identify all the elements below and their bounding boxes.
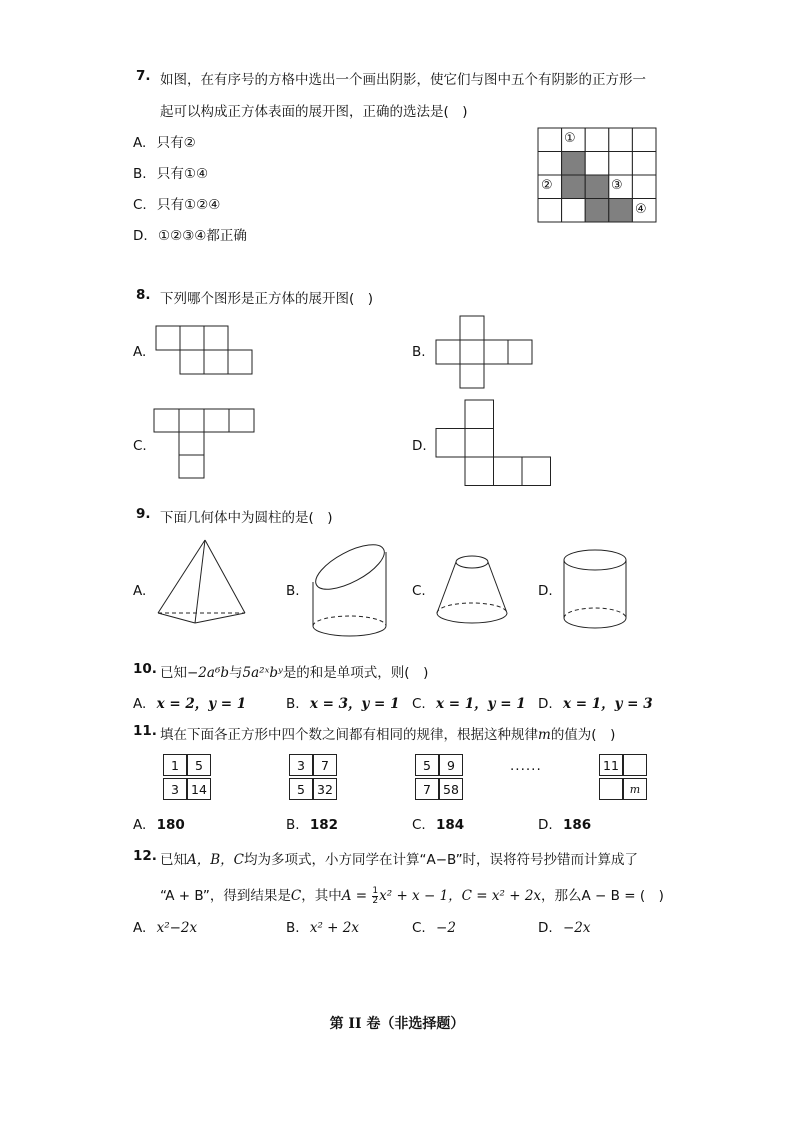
q11-stem-post: 的值为( ) xyxy=(550,727,616,743)
q12-option-c-text: −2 xyxy=(436,920,456,936)
q12-option-d-text: −2x xyxy=(562,920,591,936)
q7-mark-4: ④ xyxy=(635,202,647,217)
q12-fraction xyxy=(372,887,378,906)
q7-option-d-text: ①②③④都正确 xyxy=(157,228,247,244)
q12-option-b-text: x² + 2x xyxy=(309,920,359,936)
q12-option-b[interactable] xyxy=(286,920,359,936)
q7-option-a-label: A. xyxy=(133,135,147,151)
section-title: 第 II 卷（非选择题） xyxy=(329,1016,465,1032)
q8-number: 8. xyxy=(136,287,151,303)
q7-number: 7. xyxy=(136,68,151,84)
q11-sq3-tl: 5 xyxy=(415,754,439,776)
q10-option-c[interactable] xyxy=(412,692,526,712)
q7-mark-1: ① xyxy=(564,131,576,146)
q11-stem-pre: 填在下面各正方形中四个数之间都有相同的规律，根据这种规律 xyxy=(160,727,538,743)
q8-option-b-label[interactable]: B. xyxy=(412,344,426,360)
q9-stem: 下面几何体中为圆柱的是( ) xyxy=(160,510,333,526)
q12-option-a[interactable] xyxy=(133,920,197,936)
q12-number: 12. xyxy=(133,848,157,864)
q11-sq3-br: 58 xyxy=(439,778,463,800)
q10-stem-mid: 与 xyxy=(229,665,243,681)
q9-option-d-cylinder[interactable] xyxy=(562,546,632,634)
q8-option-b-figure[interactable] xyxy=(436,316,536,390)
q7-option-c-text: 只有①②④ xyxy=(157,197,221,213)
q11-option-c-text: 184 xyxy=(436,817,465,833)
q11-option-a[interactable] xyxy=(133,817,185,833)
q11-option-c-label: C. xyxy=(412,817,426,833)
q8-option-c-figure[interactable] xyxy=(154,409,256,479)
q10-option-a-label: A. xyxy=(133,696,147,712)
q11-stem xyxy=(160,723,615,743)
q11-sq1-br: 14 xyxy=(187,778,211,800)
q11-sq2-tl: 3 xyxy=(289,754,313,776)
q10-stem-post: 是的和是单项式，则( ) xyxy=(282,665,429,681)
q12-line1-pre: 已知 xyxy=(160,852,187,868)
q7-option-b[interactable] xyxy=(133,162,208,182)
q12-line1 xyxy=(160,848,638,868)
q8-option-a-figure[interactable] xyxy=(156,326,256,376)
q12-frac-den: 2 xyxy=(372,895,379,906)
q11-sq2-br: 32 xyxy=(313,778,337,800)
q11-option-d-label: D. xyxy=(538,817,553,833)
q10-option-d[interactable] xyxy=(538,692,653,712)
q11-option-a-text: 180 xyxy=(156,817,185,833)
q12-eq-c: ，C = x² + 2x xyxy=(448,888,542,904)
q12-line2-end: ，那么A − B = ( ) xyxy=(541,888,664,904)
q10-option-b-text: x = 3，y = 1 xyxy=(309,696,400,712)
q11-option-b[interactable] xyxy=(286,817,338,833)
q11-option-c[interactable] xyxy=(412,817,464,833)
q7-option-c-label: C. xyxy=(133,197,147,213)
q10-option-a[interactable] xyxy=(133,692,246,712)
q12-option-d[interactable] xyxy=(538,920,591,936)
q11-option-d[interactable] xyxy=(538,817,591,833)
q11-sq3-tr: 9 xyxy=(439,754,463,776)
q7-option-c[interactable] xyxy=(133,193,220,213)
q7-mark-2: ② xyxy=(541,178,553,193)
q8-option-d-label[interactable]: D. xyxy=(412,438,427,454)
q12-option-c-label: C. xyxy=(412,920,426,936)
q8-option-d-figure[interactable] xyxy=(436,400,554,488)
q11-option-a-label: A. xyxy=(133,817,147,833)
q11-sq1-tr: 5 xyxy=(187,754,211,776)
q10-stem xyxy=(160,661,428,681)
q11-sq4-tr xyxy=(623,754,647,776)
q7-option-a[interactable] xyxy=(133,131,196,151)
q11-sq4-tl: 11 xyxy=(599,754,623,776)
q10-stem-pre: 已知 xyxy=(160,665,187,681)
q8-option-a-label[interactable]: A. xyxy=(133,344,147,360)
q7-option-a-text: 只有② xyxy=(156,135,196,151)
q10-option-c-text: x = 1，y = 1 xyxy=(436,696,526,712)
q7-stem-line2: 起可以构成正方体表面的展开图，正确的选法是( ) xyxy=(160,104,468,120)
q10-number: 10. xyxy=(133,661,157,677)
q10-option-d-text: x = 1，y = 3 xyxy=(562,696,653,712)
q12-line1-vars: A，B，C xyxy=(187,852,244,868)
q10-option-c-label: C. xyxy=(412,696,426,712)
q11-option-d-text: 186 xyxy=(562,817,592,833)
q12-frac-num: 1 xyxy=(372,885,379,896)
q9-option-a-label[interactable]: A. xyxy=(133,583,147,599)
q9-number: 9. xyxy=(136,506,151,522)
q9-option-c-label[interactable]: C. xyxy=(412,583,426,599)
q11-ellipsis: ······ xyxy=(510,762,542,778)
q12-line2-b: ，其中 xyxy=(301,888,342,904)
q7-stem-line1: 如图，在有序号的方格中选出一个画出阴影，使它们与图中五个有阴影的正方形一 xyxy=(160,72,646,88)
q11-sq3-bl: 7 xyxy=(415,778,439,800)
q9-option-b-label[interactable]: B. xyxy=(286,583,300,599)
q12-option-a-label: A. xyxy=(133,920,147,936)
q9-option-b-slanted-cylinder[interactable] xyxy=(310,540,390,640)
q12-option-a-text: x²−2x xyxy=(156,920,198,936)
q11-option-b-text: 182 xyxy=(309,817,339,833)
q8-stem: 下列哪个图形是正方体的展开图( ) xyxy=(160,291,374,307)
q10-option-b-label: B. xyxy=(286,696,300,712)
q10-option-d-label: D. xyxy=(538,696,553,712)
q12-option-d-label: D. xyxy=(538,920,553,936)
q7-option-d-label: D. xyxy=(133,228,148,244)
q11-number: 11. xyxy=(133,723,157,739)
q11-var: m xyxy=(538,727,551,743)
q7-option-b-text: 只有①④ xyxy=(156,166,209,182)
q10-term2: 5a²ˣbʸ xyxy=(242,665,283,681)
q11-sq4-bl xyxy=(599,778,623,800)
q9-option-c-frustum[interactable] xyxy=(434,553,510,629)
q10-option-b[interactable] xyxy=(286,692,399,712)
q8-option-c-label[interactable]: C. xyxy=(133,438,147,454)
q10-term1: −2a⁶b xyxy=(187,665,230,681)
q12-eq-a: A = xyxy=(341,888,372,904)
q12-line2-a: “A + B”，得到结果是 xyxy=(160,888,291,904)
q12-line1-post: 均为多项式，小方同学在计算“A−B”时，误将符号抄错而计算成了 xyxy=(244,852,639,868)
q12-eq-a-rest: x² + x − 1 xyxy=(379,888,449,904)
q12-option-b-label: B. xyxy=(286,920,300,936)
q9-option-a-pyramid[interactable] xyxy=(150,538,250,628)
q11-option-b-label: B. xyxy=(286,817,300,833)
q10-option-a-text: x = 2，y = 1 xyxy=(156,696,247,712)
q7-option-d[interactable] xyxy=(133,224,247,244)
q7-option-b-label: B. xyxy=(133,166,147,182)
q11-sq1-tl: 1 xyxy=(163,754,187,776)
q12-line2 xyxy=(160,884,664,906)
q11-sq1-bl: 3 xyxy=(163,778,187,800)
q12-option-c[interactable] xyxy=(412,920,456,936)
q12-line2-c: C xyxy=(290,888,302,904)
q9-option-d-label[interactable]: D. xyxy=(538,583,553,599)
q11-sq4-br: m xyxy=(623,778,647,800)
q11-sq2-bl: 5 xyxy=(289,778,313,800)
q11-sq2-tr: 7 xyxy=(313,754,337,776)
q7-mark-3: ③ xyxy=(611,178,623,193)
